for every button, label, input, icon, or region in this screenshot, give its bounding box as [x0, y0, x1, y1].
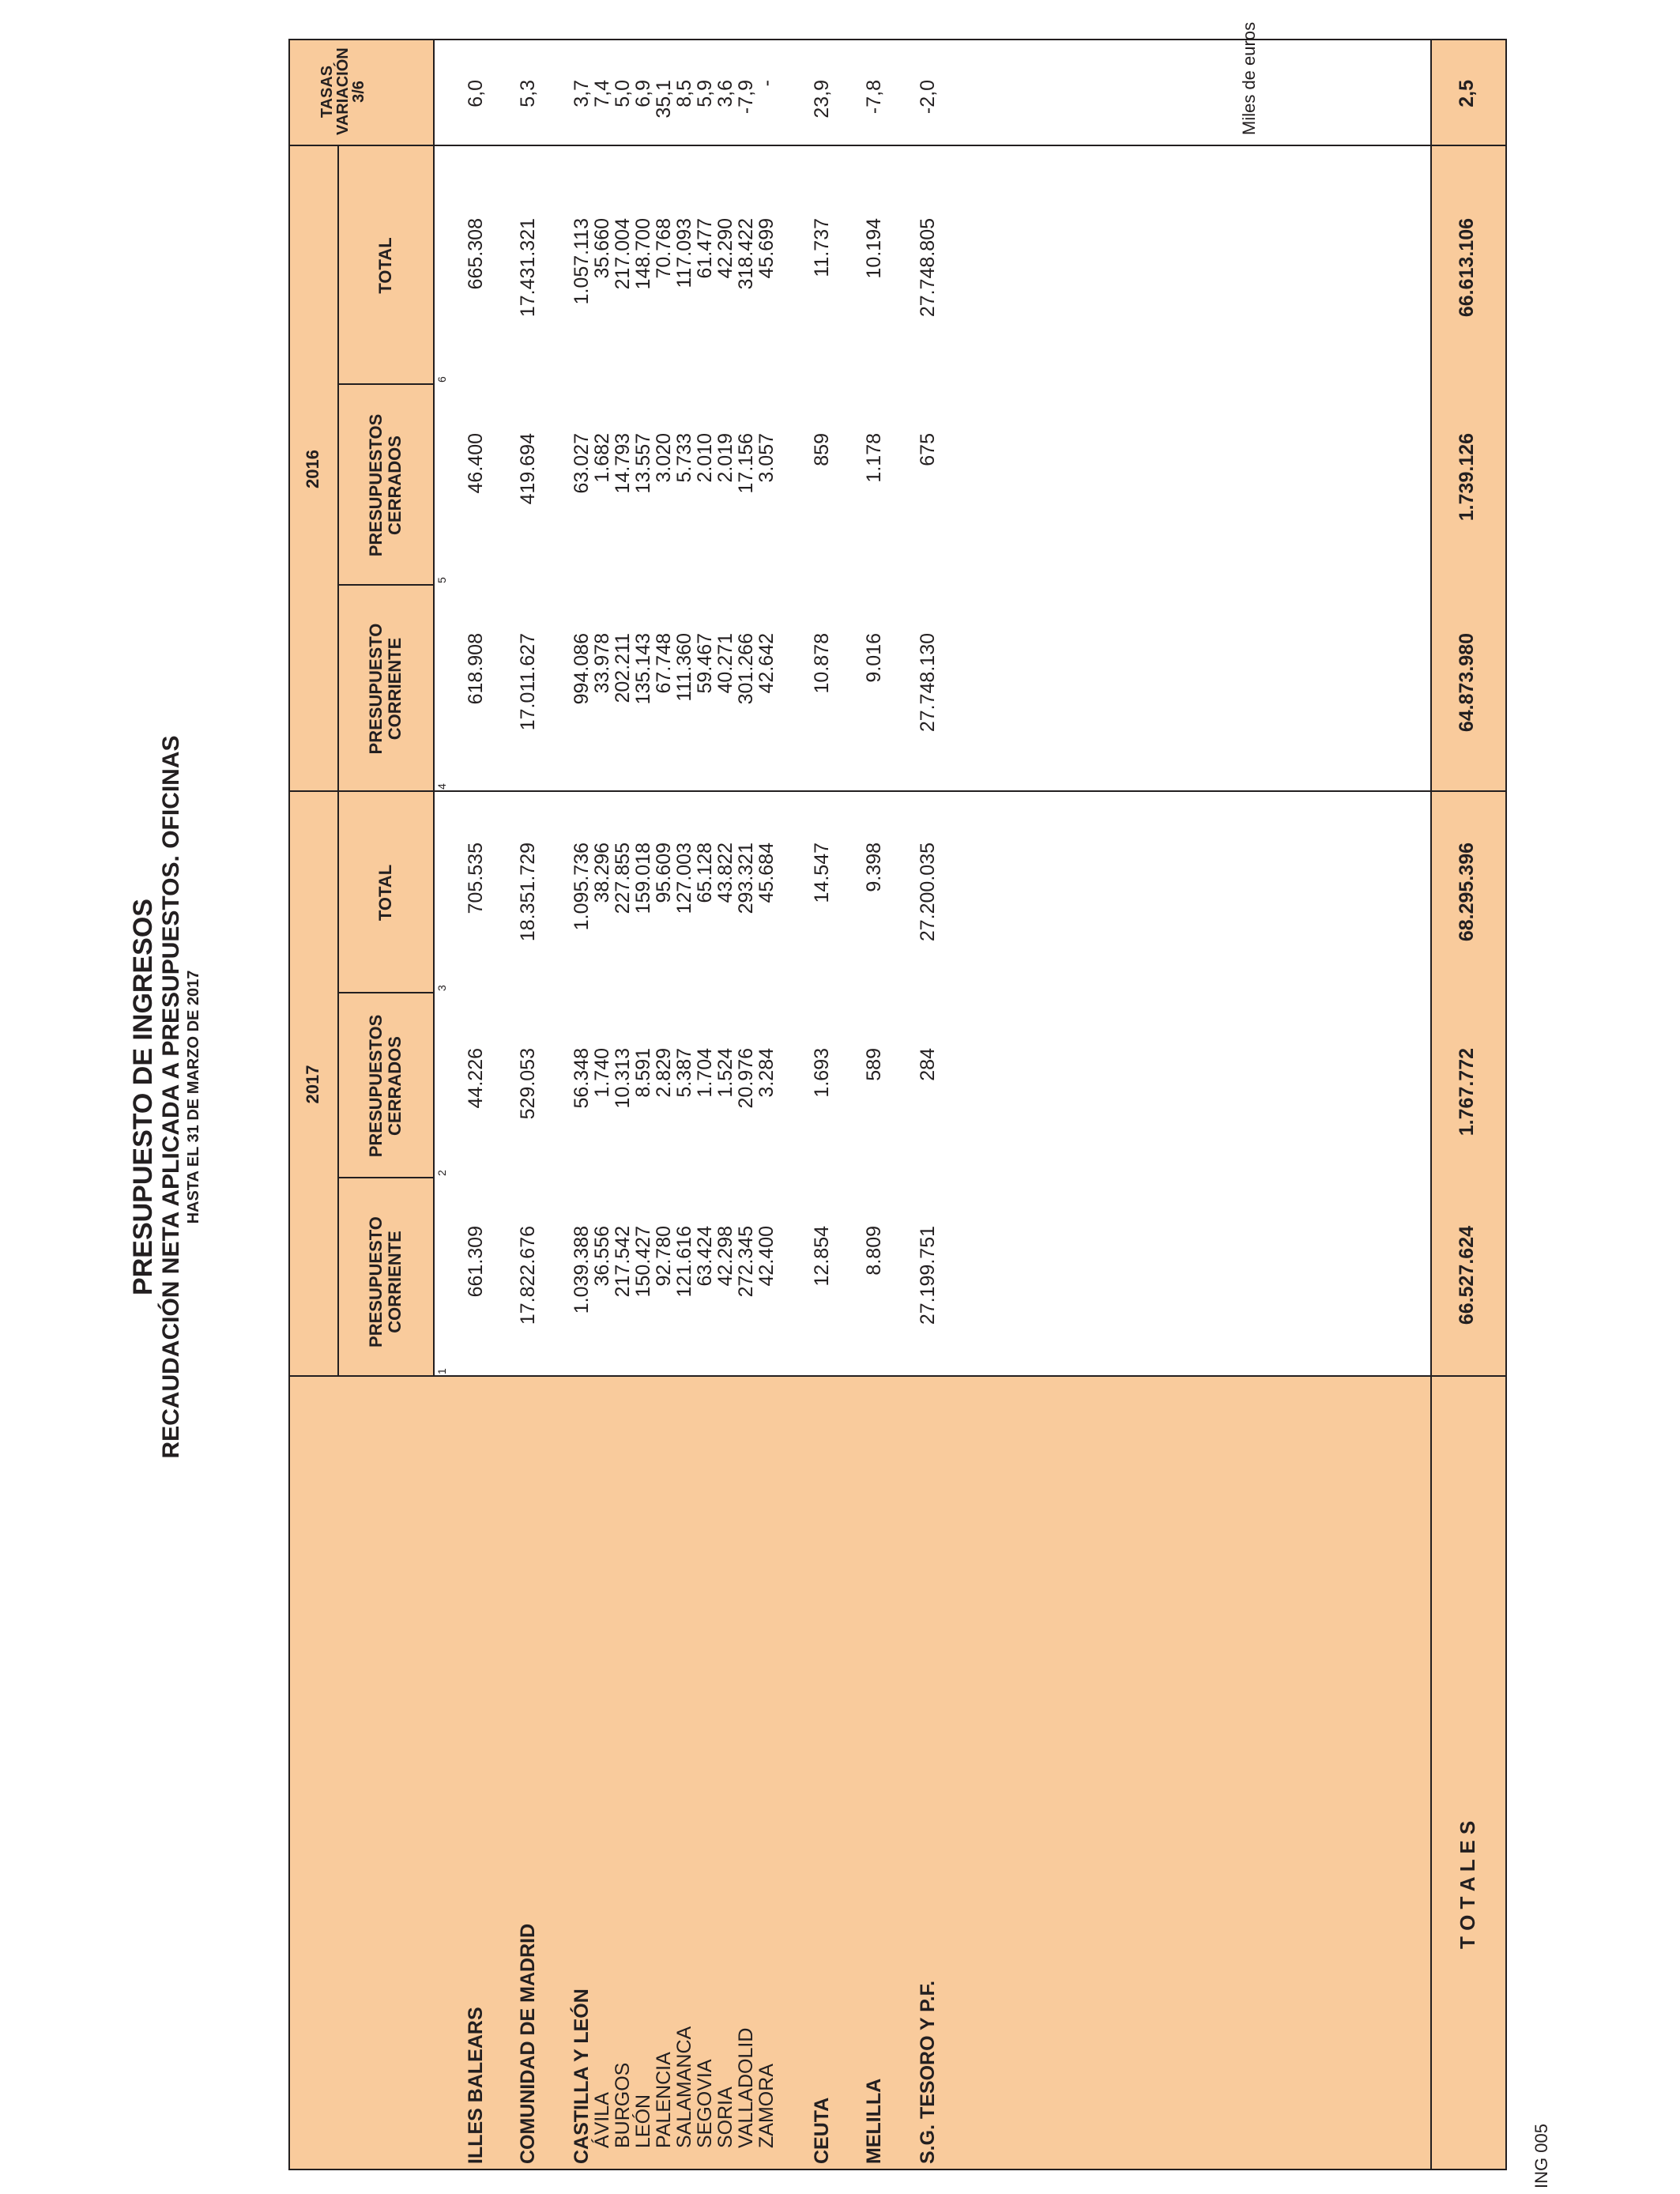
col-number-6: 6 — [435, 376, 448, 383]
row-label: ÁVILA — [591, 2092, 613, 2148]
cell-total-2016: 10.194 — [863, 218, 885, 279]
header-total-2016: TOTAL — [375, 237, 395, 294]
cell-pcerr-2017: 10.313 — [612, 1048, 634, 1109]
cell-tasa: 6,0 — [465, 80, 487, 107]
cell-pcerr-2016: 13.557 — [632, 433, 654, 494]
cell-total-2017: 65.128 — [694, 843, 716, 903]
col-number-4: 4 — [435, 783, 448, 790]
cell-total-2016: 117.093 — [673, 218, 695, 288]
cell-pc-2016: 42.642 — [755, 633, 778, 694]
cell-pc-2016: 27.748.130 — [917, 633, 939, 733]
totals-cell-pc-2017: 66.527.624 — [1456, 1226, 1478, 1325]
report-subtitle: RECAUDACIÓN NETA APLICADA A PRESUPUESTOS. OFICINAS — [158, 735, 184, 1459]
cell-pcerr-2017: 1.740 — [591, 1048, 613, 1098]
cell-pcerr-2016: 14.793 — [612, 433, 634, 494]
cell-total-2016: 11.737 — [811, 218, 833, 277]
cell-pcerr-2017: 2.829 — [653, 1048, 675, 1098]
totals-cell-total-2017: 68.295.396 — [1456, 843, 1478, 942]
cell-pc-2016: 301.266 — [735, 633, 757, 705]
header-presupuestos-cerrados-2017: PRESUPUESTOS CERRADOS — [366, 1014, 405, 1158]
cell-pc-2017: 36.556 — [591, 1226, 613, 1287]
totals-cell-pcerr-2016: 1.739.126 — [1456, 433, 1478, 522]
header-presupuesto-corriente-2016: PRESUPUESTO CORRIENTE — [366, 623, 405, 755]
cell-pc-2016: 40.271 — [714, 633, 736, 694]
cell-tasa: 8,5 — [673, 80, 695, 107]
cell-total-2017: 38.296 — [591, 843, 613, 903]
cell-pc-2016: 67.748 — [653, 633, 675, 694]
cell-total-2016: 665.308 — [465, 218, 487, 290]
cell-tasa: 35,1 — [653, 80, 675, 119]
cell-pcerr-2016: 3.057 — [755, 433, 778, 483]
header-presupuestos-cerrados-2016: PRESUPUESTOS CERRADOS — [366, 413, 405, 557]
header-presupuesto-corriente-2017: PRESUPUESTO CORRIENTE — [366, 1216, 405, 1348]
cell-pc-2017: 92.780 — [653, 1226, 675, 1287]
cell-pcerr-2017: 284 — [917, 1048, 939, 1081]
cell-tasa: 7,4 — [591, 80, 613, 107]
cell-pcerr-2017: 1.524 — [714, 1048, 736, 1098]
cell-pc-2016: 17.011.627 — [517, 633, 539, 731]
row-label: VALLADOLID — [735, 2027, 757, 2148]
header-tasas-variacion: TASAS VARIACIÓN 3/6 — [318, 47, 367, 135]
totals-cell-pc-2016: 64.873.980 — [1456, 633, 1478, 733]
cell-pcerr-2017: 5.387 — [673, 1048, 695, 1098]
cell-tasa: - — [755, 80, 778, 87]
row-label: BURGOS — [612, 2062, 634, 2148]
table-top-border — [288, 39, 290, 2170]
header-year-2017: 2017 — [303, 1065, 322, 1104]
cell-pcerr-2017: 56.348 — [571, 1048, 593, 1109]
cell-total-2017: 14.547 — [811, 843, 833, 903]
table-right-border — [288, 39, 1506, 40]
cell-tasa: 3,6 — [714, 80, 736, 107]
cell-total-2017: 18.351.729 — [517, 843, 539, 942]
cell-total-2017: 293.321 — [735, 843, 757, 914]
row-label: CASTILLA Y LEÓN — [571, 1989, 593, 2164]
cell-pc-2017: 121.616 — [673, 1226, 695, 1298]
cell-pcerr-2016: 419.694 — [517, 433, 539, 505]
cell-total-2017: 127.003 — [673, 843, 695, 914]
cell-pcerr-2017: 3.284 — [755, 1048, 778, 1098]
row-label: CEUTA — [811, 2097, 833, 2164]
cell-pcerr-2017: 20.976 — [735, 1048, 757, 1109]
totals-label: T O T A L E S — [1456, 1820, 1479, 1949]
cell-pc-2016: 59.467 — [694, 633, 716, 694]
cell-total-2016: 35.660 — [591, 218, 613, 279]
cell-pc-2016: 111.360 — [673, 633, 695, 702]
row-label: LEÓN — [632, 2094, 654, 2148]
row-label: MELILLA — [863, 2078, 885, 2164]
cell-total-2016: 45.699 — [755, 218, 778, 279]
table-bottom-border — [1505, 39, 1507, 2170]
row-label: SEGOVIA — [694, 2059, 716, 2148]
cell-tasa: -7,9 — [735, 80, 757, 115]
cell-total-2017: 9.398 — [863, 843, 885, 892]
report-date: HASTA EL 31 DE MARZO DE 2017 — [185, 970, 202, 1224]
cell-total-2017: 159.018 — [632, 843, 654, 914]
cell-total-2017: 43.822 — [714, 843, 736, 903]
cell-pc-2016: 135.143 — [632, 633, 654, 705]
cell-pcerr-2017: 1.704 — [694, 1048, 716, 1098]
footer-code: ING 005 — [1531, 2124, 1551, 2188]
cell-pcerr-2017: 529.053 — [517, 1048, 539, 1120]
row-label: COMUNIDAD DE MADRID — [517, 1923, 539, 2164]
cell-pcerr-2017: 8.591 — [632, 1048, 654, 1098]
cell-total-2017: 705.535 — [465, 843, 487, 914]
col-number-5: 5 — [435, 577, 448, 583]
cell-tasa: 6,9 — [632, 80, 654, 107]
cell-total-2016: 148.700 — [632, 218, 654, 290]
cell-total-2016: 318.422 — [735, 218, 757, 290]
report-title: PRESUPUESTO DE INGRESOS — [128, 899, 158, 1295]
cell-total-2017: 95.609 — [653, 843, 675, 903]
year-separator — [337, 146, 339, 1377]
cell-pc-2017: 42.298 — [714, 1226, 736, 1287]
cell-tasa: 5,3 — [517, 80, 539, 107]
cell-pc-2016: 618.908 — [465, 633, 487, 705]
cell-pc-2017: 27.199.751 — [917, 1226, 939, 1325]
cell-pcerr-2016: 1.178 — [863, 433, 885, 483]
row-label: SALAMANCA — [673, 2026, 695, 2148]
row-label: ZAMORA — [755, 2064, 778, 2148]
totals-cell-pcerr-2017: 1.767.772 — [1456, 1048, 1478, 1137]
cell-pcerr-2016: 675 — [917, 433, 939, 466]
cell-pcerr-2016: 859 — [811, 433, 833, 466]
cell-pc-2016: 10.878 — [811, 633, 833, 694]
cell-total-2017: 227.855 — [612, 843, 634, 914]
cell-tasa: 23,9 — [811, 80, 833, 119]
cell-total-2016: 17.431.321 — [517, 218, 539, 318]
cell-pc-2016: 202.211 — [612, 633, 634, 703]
header-separator — [433, 40, 435, 1377]
cell-pc-2017: 63.424 — [694, 1226, 716, 1287]
row-label: ILLES BALEARS — [465, 2007, 487, 2164]
cell-total-2017: 1.095.736 — [571, 843, 593, 931]
cell-tasa: 5,9 — [694, 80, 716, 107]
cell-pcerr-2016: 1.682 — [591, 433, 613, 483]
cell-tasa: 3,7 — [571, 80, 593, 107]
cell-pc-2017: 150.427 — [632, 1226, 654, 1298]
col-number-3: 3 — [435, 985, 448, 991]
col-number-2: 2 — [435, 1170, 448, 1176]
row-label: SORIA — [714, 2087, 736, 2148]
col-number-1: 1 — [435, 1368, 448, 1374]
cell-pcerr-2017: 589 — [863, 1048, 885, 1081]
cell-pc-2017: 1.039.388 — [571, 1226, 593, 1314]
totals-cell-total-2016: 66.613.106 — [1456, 218, 1478, 318]
cell-pc-2017: 217.542 — [612, 1226, 634, 1298]
units-label: Miles de euros — [1239, 21, 1259, 135]
cell-pc-2017: 661.309 — [465, 1226, 487, 1298]
cell-pc-2017: 272.345 — [735, 1226, 757, 1298]
row-label: PALENCIA — [653, 2052, 675, 2148]
cell-pcerr-2016: 63.027 — [571, 433, 593, 494]
cell-pcerr-2016: 3.020 — [653, 433, 675, 483]
cell-total-2016: 1.057.113 — [571, 218, 593, 305]
cell-total-2016: 70.768 — [653, 218, 675, 279]
cell-pc-2017: 42.400 — [755, 1226, 778, 1287]
row-label: S.G. TESORO Y P.F. — [917, 1980, 939, 2164]
table-left-border — [288, 2169, 1506, 2170]
cell-total-2017: 27.200.035 — [917, 843, 939, 942]
cell-total-2017: 45.684 — [755, 843, 778, 903]
cell-pc-2016: 9.016 — [863, 633, 885, 683]
cell-pc-2016: 994.086 — [571, 633, 593, 705]
cell-tasa: -2,0 — [917, 80, 939, 115]
cell-total-2016: 27.748.805 — [917, 218, 939, 318]
cell-pc-2017: 12.854 — [811, 1226, 833, 1287]
cell-pcerr-2016: 2.010 — [694, 433, 716, 483]
cell-pcerr-2016: 2.019 — [714, 433, 736, 483]
cell-total-2016: 217.004 — [612, 218, 634, 290]
cell-pc-2017: 17.822.676 — [517, 1226, 539, 1325]
totals-cell-tasa: 2,5 — [1456, 80, 1478, 107]
cell-total-2016: 42.290 — [714, 218, 736, 279]
header-year-2016: 2016 — [303, 450, 322, 488]
cell-pcerr-2016: 17.156 — [735, 433, 757, 494]
cell-pcerr-2016: 5.733 — [673, 433, 695, 483]
cell-pcerr-2016: 46.400 — [465, 433, 487, 494]
cell-pc-2016: 33.978 — [591, 633, 613, 694]
cell-pcerr-2017: 44.226 — [465, 1048, 487, 1109]
cell-pc-2017: 8.809 — [863, 1226, 885, 1276]
cell-tasa: -7,8 — [863, 80, 885, 115]
cell-total-2016: 61.477 — [694, 218, 716, 279]
header-total-2017: TOTAL — [375, 864, 395, 922]
totals-separator — [1430, 39, 1432, 2170]
cell-pcerr-2017: 1.693 — [811, 1048, 833, 1098]
cell-tasa: 5,0 — [612, 80, 634, 107]
